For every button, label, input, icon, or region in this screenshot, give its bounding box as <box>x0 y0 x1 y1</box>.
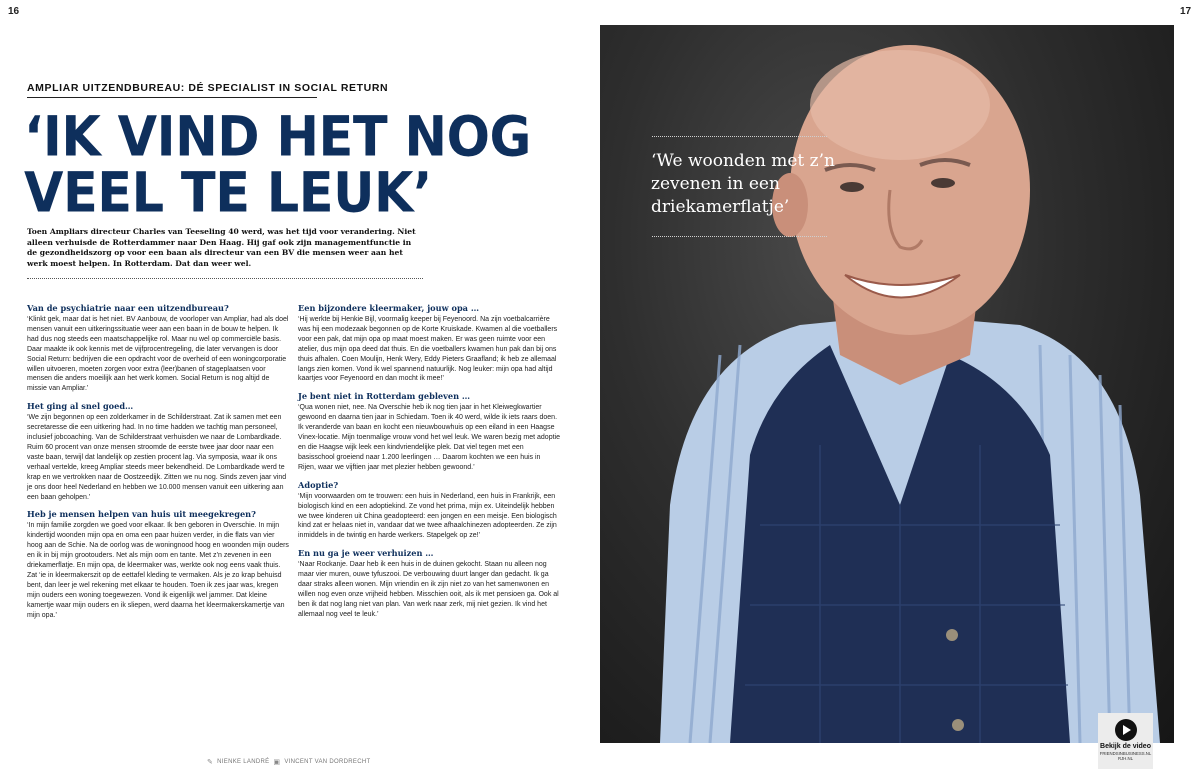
portrait-illustration <box>600 25 1174 743</box>
headline-line: ‘IK VIND HET NOG <box>24 105 531 170</box>
section-body: ‘Qua wonen niet, nee. Na Overschie heb ik nog tien jaar in het Kleiwegkwartier gewoond en daarna tien jaar in Schiedam. Toen ik 40 werd, wilde ik iets raars doen. Ik veranderde van baan en kocht een nieuwbouwhuis op een eiland in een Haagse Vinex-locatie. Mijn toenmalige vrouw vond het wel leuk. We waren bezig met adoptie en die Haagse wijk leek een kindvriendelijke plek. Dat viel tegen met een basisschool groeiend naar 1.200 leerlingen … Daarom kochten we een huis in Rijen, waar we vijftien jaar met plezier hebben gewoond.’ <box>298 404 560 471</box>
section-heading: Adoptie? <box>298 479 339 490</box>
section-heading: Je bent niet in Rotterdam gebleven … <box>298 391 471 402</box>
section-body: ‘Klinkt gek, maar dat is het niet. BV Aanbouw, de voorloper van Ampliar, had als doel mensen vanuit een uitkeringssituatie weer aan een baan in de bouw te helpen. Ik had dus nog steeds een maatschappelijke rol. Maar nu wel op commerciële basis. Daar maakte ik ook kennis met de vijfprocentregeling, die later vervangen is door Social Return: bedrijven die een opdracht voor de overheid of een woningcorporatie willen uitvoeren, moeten zorgen voor extra (leer)banen of stageplaatsen voor mensen die anders moeilijk aan het werk komen. Social Return is nog altijd de missie van Ampliar.’ <box>27 316 289 393</box>
video-url: FRIENDSINBUSINESS.NL <box>1099 751 1152 756</box>
pen-icon: ✎ <box>207 759 214 766</box>
camera-icon: ▣ <box>273 759 281 766</box>
pull-quote-divider-top <box>652 136 827 137</box>
section-heading: Van de psychiatrie naar een uitzendbureau? <box>27 303 229 313</box>
headline <box>24 105 584 226</box>
writer-credit: NIENKE LANDRÉ <box>217 759 270 765</box>
section-heading: Het ging al snel goed… <box>27 401 134 412</box>
section-heading: En nu ga je weer verhuizen … <box>298 548 434 559</box>
section-heading: Heb je mensen helpen van huis uit meegekregen? <box>27 509 256 520</box>
intro-paragraph: Toen Ampliars directeur Charles van Teeseling 40 werd, was het tijd voor verandering. Niet alleen verhuisde de Rotterdammer naar Den Haag. Hij gaf ook zijn managementfunctie in de gezondheidszorg op voor een baan als directeur van een BV die mensen weer aan het werk moest helpen. In Rotterdam. Dat dan weer wel. <box>27 227 416 268</box>
article-column-right <box>298 303 560 627</box>
pull-quote-divider-bottom <box>652 236 827 237</box>
article-column-left <box>27 303 289 627</box>
kicker: AMPLIAR UITZENDBUREAU: DÉ SPECIALIST IN SOCIAL RETURN <box>27 82 389 94</box>
intro-divider <box>27 278 423 279</box>
section-heading: Een bijzondere kleermaker, jouw opa … <box>298 303 480 313</box>
photographer-credit: VINCENT VAN DORDRECHT <box>284 759 371 765</box>
page-number-left: 16 <box>8 6 20 17</box>
section-body: ‘We zijn begonnen op een zolderkamer in de Schilderstraat. Zat ik samen met een secretaresse die een uitkering had. In no time hadden we tachtig man personeel, inclusief jobcoaching. Van de Schilderstraat verhuisden we naar de Lombardkade. Ruim 60 procent van onze mensen stroomde de eerste twee jaar door naar een vaste baan, terwijl dat landelijk op zestien procent lag. Via symposia, waar ik ons verhaal vertelde, kreeg Ampliar steeds meer bekendheid. De Lombardkade werd te krap en we vertrokken naar de Oostzeedijk. Zitten we nu nog. Sinds zeven jaar vind je ons door heel Nederland en hebben we 10.000 mensen vanuit een uitkering aan een baan geholpen.’ <box>27 414 287 501</box>
section-body: ‘Hij werkte bij Henkie Bijl, voormalig keeper bij Feyenoord. Na zijn voetbalcarrière was hij een modezaak begonnen op de Korte Kruiskade. Kwamen al die voetballers voor een pak, dat mijn opa op maat moest maken. Er was geen ruimte voor een atelier, dus mijn opa deed dat thuis. En die voetballers kwamen hun pak dan bij ons thuis afhalen. Coen Moulijn, Henk Wery, Eddy Pieters Graafland; ik heb ze allemaal langs zien komen. Vond ik wel spannend natuurlijk. Nog leuker: mijn opa had altijd kaartjes voor Feyenoord en dan mocht ik mee!’ <box>298 316 558 383</box>
credits <box>207 758 370 766</box>
section-body: ‘Naar Rockanje. Daar heb ik een huis in de duinen gekocht. Staan nu alleen nog maar vier muren, ouwe tyfuszooi. De verbouwing duurt langer dan gedacht. Ik ga daar straks alleen wonen. Mijn vriendin en ik zijn niet zo van het samenwonen en willen nog even onze vrijheid hebben. Misschien ooit, als ik met pensioen ga. Ook al ben ik dat nog lang niet van plan. Van werk naar zerk, mij niet gezien. Ik vind het allemaal nog veel te leuk.’ <box>298 561 559 618</box>
video-url: RJH.NL <box>1117 756 1134 761</box>
section-body: ‘In mijn familie zorgden we goed voor elkaar. Ik ben geboren in Overschie. In mijn kindertijd woonden mijn opa en oma een paar huizen verder, in die flats van vier hoog aan de Schie. Na de oorlog was de woningnood hoog en woonden mijn ouders en ik in bij mijn grootouders. Net als mijn oom en tante. Met z’n zevenen in een driekamerflatje. En mijn opa, de kleermaker was, werkte ook nog eens vaak thuis. Zat ‘ie in kleermakerszit op de eettafel kleding te vermaken. Als je zo krap behuisd bent, dan leer je wel rekening met elkaar te houden. Toen ik zes jaar was, kregen mijn ouders een woning toegewezen. Vond ik eigenlijk wel jammer. Dat kleine kamertje waar mijn ouders en ik sliepen, werd daarna het kleermakerskamertje van mijn opa.’ <box>27 522 289 619</box>
headline-line: VEEL TE LEUK’ <box>24 161 432 226</box>
play-icon[interactable] <box>1115 719 1137 741</box>
page-number-right: 17 <box>1180 6 1192 17</box>
portrait-photo <box>600 25 1174 743</box>
kicker-rule <box>27 97 317 98</box>
section-body: ‘Mijn voorwaarden om te trouwen: een huis in Nederland, een huis in Frankrijk, een biologisch kind en een adoptiekind. Ze vond het prima, mijn ex. Uiteindelijk hebben we twee kinderen uit China geadopteerd: een jongen en een meisje. Een biologisch kind zat er helaas niet in, vandaar dat we twee afhaalchinezen adopteerden. Ze zijn inmiddels in de twintig en harde werkers. Stapelgek op ze!’ <box>298 492 557 540</box>
pull-quote: ‘We woonden met z’n zevenen in een driekamerflatje’ <box>651 151 835 217</box>
video-link[interactable] <box>1098 713 1153 769</box>
video-label: Bekijk de video <box>1100 743 1151 750</box>
